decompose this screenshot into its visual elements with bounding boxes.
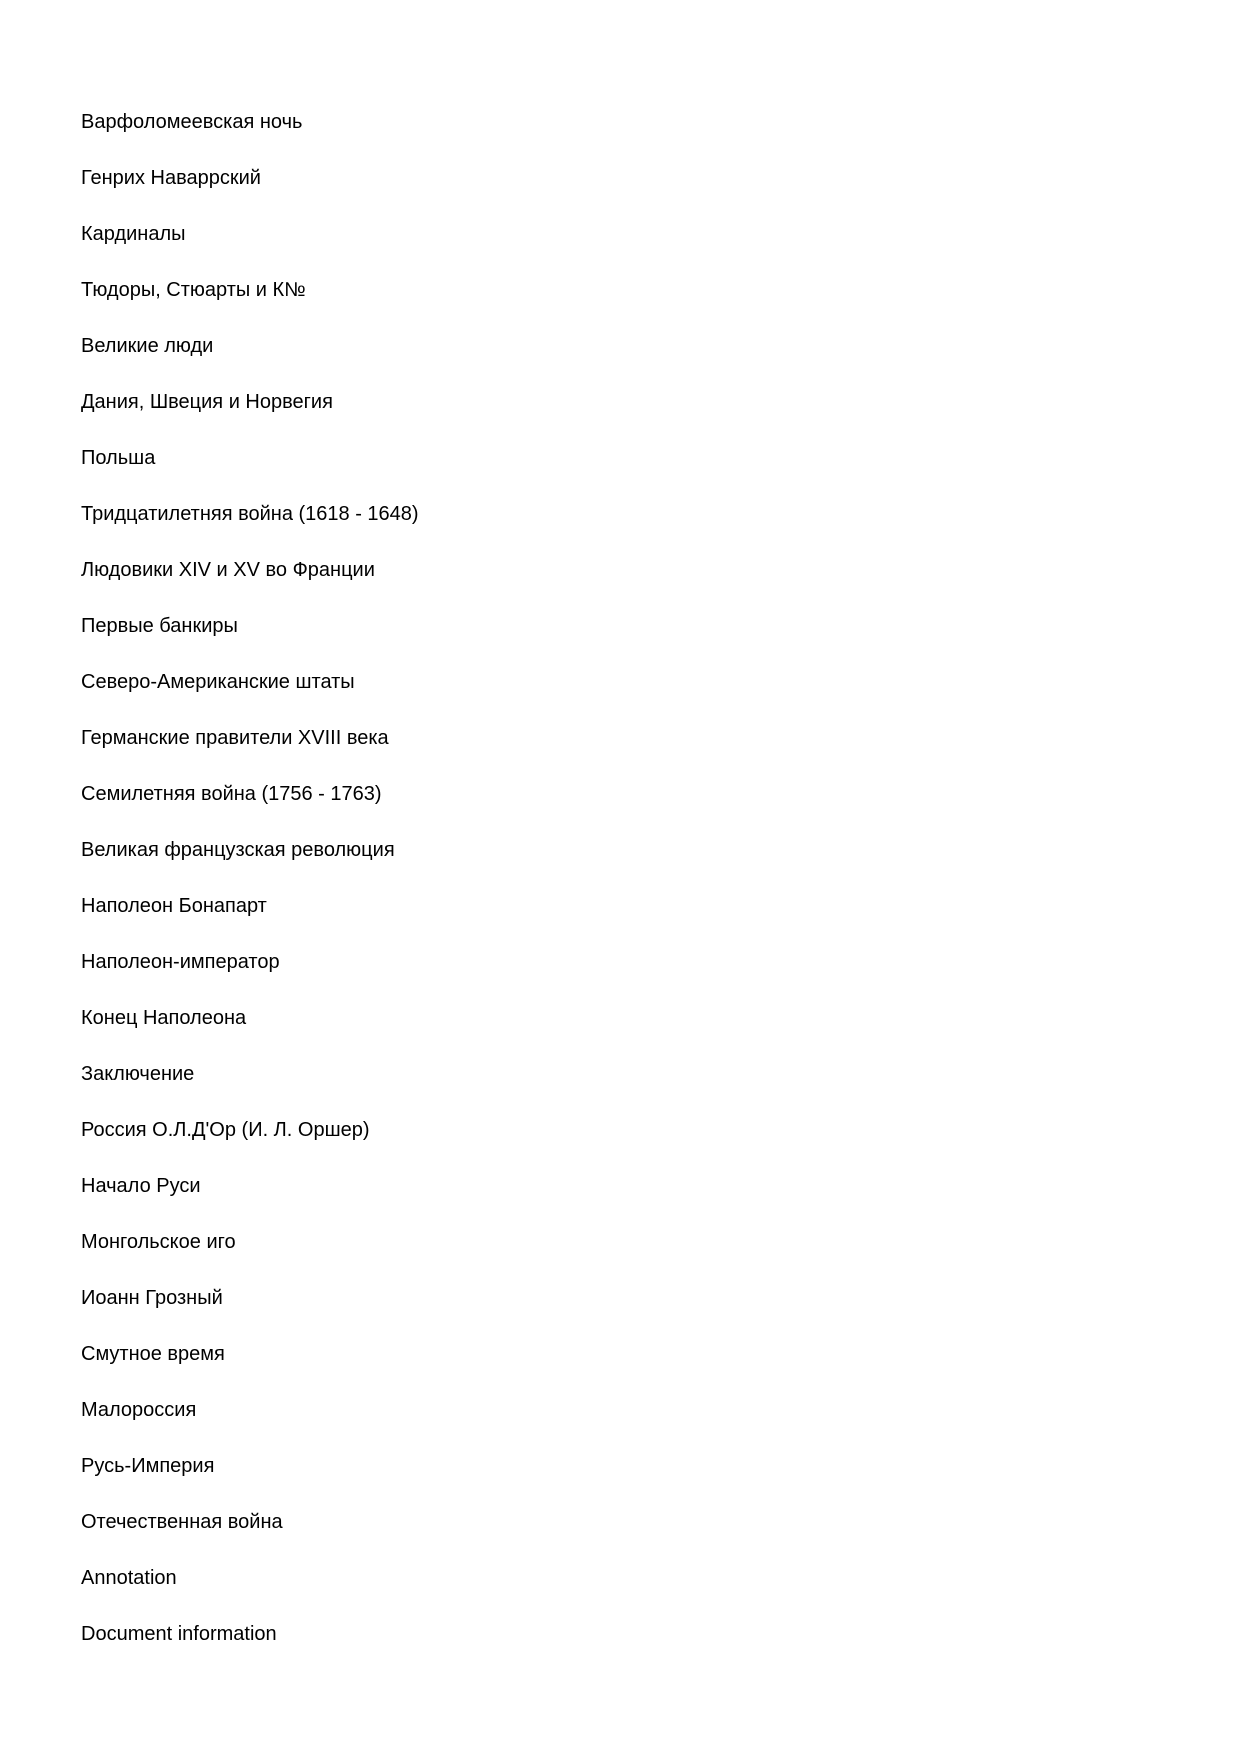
toc-item[interactable]: Конец Наполеона <box>81 1007 247 1029</box>
toc-item[interactable]: Варфоломеевская ночь <box>81 111 303 133</box>
toc-item[interactable]: Генрих Наваррский <box>81 167 261 189</box>
toc-item[interactable]: Кардиналы <box>81 223 186 245</box>
toc-item[interactable]: Первые банкиры <box>81 615 238 637</box>
toc-item[interactable]: Россия О.Л.Д'Ор (И. Л. Оршер) <box>81 1119 370 1141</box>
toc-item[interactable]: Иоанн Грозный <box>81 1287 223 1309</box>
toc-item[interactable]: Начало Руси <box>81 1175 201 1197</box>
toc-item[interactable]: Северо-Американские штаты <box>81 671 355 693</box>
toc-item[interactable]: Document information <box>81 1623 277 1645</box>
toc-item[interactable]: Дания, Швеция и Норвегия <box>81 391 333 413</box>
toc-item[interactable]: Тридцатилетняя война (1618 - 1648) <box>81 503 419 525</box>
toc-item[interactable]: Семилетняя война (1756 - 1763) <box>81 783 382 805</box>
toc-item[interactable]: Annotation <box>81 1567 177 1589</box>
toc-item[interactable]: Наполеон-император <box>81 951 280 973</box>
toc-item[interactable]: Наполеон Бонапарт <box>81 895 267 917</box>
toc-item[interactable]: Русь-Империя <box>81 1455 215 1477</box>
toc-item[interactable]: Тюдоры, Стюарты и К№ <box>81 279 306 301</box>
toc-item[interactable]: Смутное время <box>81 1343 225 1365</box>
toc-item[interactable]: Польша <box>81 447 156 469</box>
table-of-contents <box>81 108 419 1676</box>
toc-item[interactable]: Монгольское иго <box>81 1231 236 1253</box>
toc-item[interactable]: Германские правители XVIII века <box>81 727 389 749</box>
toc-item[interactable]: Людовики XIV и XV во Франции <box>81 559 375 581</box>
toc-item[interactable]: Отечественная война <box>81 1511 283 1533</box>
toc-item[interactable]: Малороссия <box>81 1399 197 1421</box>
toc-item[interactable]: Заключение <box>81 1063 195 1085</box>
toc-item[interactable]: Великая французская революция <box>81 839 395 861</box>
toc-item[interactable]: Великие люди <box>81 335 214 357</box>
